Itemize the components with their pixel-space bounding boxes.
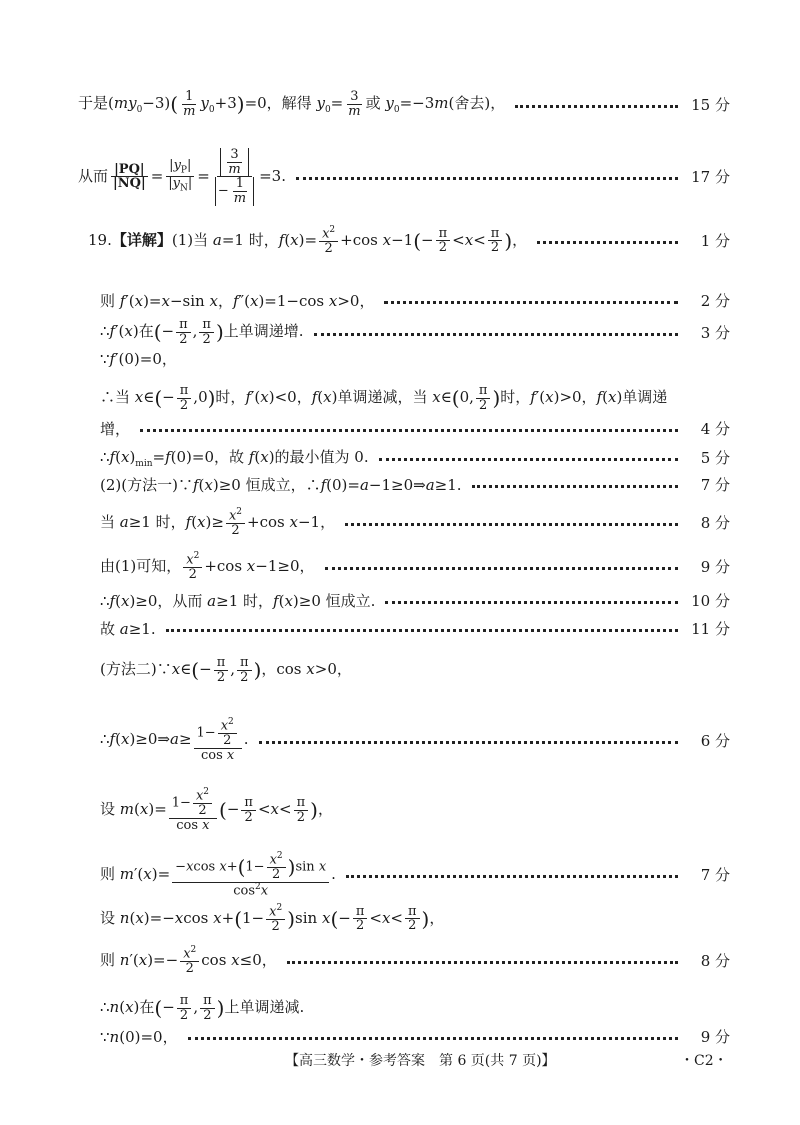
dot-leader xyxy=(296,177,678,180)
answer-line xyxy=(100,618,730,639)
answer-text: ∴f(x)≥0，从而 a≥1 时，f(x)≥0 恒成立. xyxy=(100,592,376,610)
answer-text: ∴当 x∈(− $\frac{\pi}{2}$ ,0)时，f′(x)<0，f(x)单调递减，当 x∈(0, $\frac{\pi}{2}$ )时，f′(x)>0，f(x)单调递 xyxy=(100,383,668,413)
answer-text: ∵n(0)=0， xyxy=(100,1028,178,1046)
answer-line xyxy=(100,788,730,832)
score-label: 7 分 xyxy=(700,866,730,885)
answer-text: 故 a≥1. xyxy=(100,620,156,638)
answer-line xyxy=(100,552,730,582)
dot-leader xyxy=(385,601,678,604)
dot-leader xyxy=(346,875,678,878)
answer-line xyxy=(100,418,730,439)
answer-line xyxy=(100,656,730,684)
answer-line xyxy=(100,508,730,538)
score-label: 6 分 xyxy=(700,731,730,750)
dot-leader xyxy=(515,105,678,108)
score-label: 8 分 xyxy=(700,952,730,971)
answer-line xyxy=(78,90,730,118)
score-label: 3 分 xyxy=(700,323,730,342)
score-label: 1 分 xyxy=(700,232,730,251)
dot-leader xyxy=(345,523,678,526)
score-label: 8 分 xyxy=(700,514,730,533)
dot-leader xyxy=(379,458,678,461)
answer-text: $\therefore f(x)_{min}=f(0)=0$，故 f(x)的最小值为 0. xyxy=(100,448,369,469)
answer-text: (2)(方法一)∵f(x)≥0 恒成立，∴f(0)=a−1≥0⇒a≥1. xyxy=(100,476,462,494)
answer-line xyxy=(78,148,730,206)
answer-text: 当 a≥1 时，f(x)≥ $\frac{x^2}{2}$ +cos x−1， xyxy=(100,507,336,538)
score-label: 5 分 xyxy=(700,449,730,467)
answer-line xyxy=(100,946,730,976)
dot-leader xyxy=(140,429,678,432)
answer-text: ∴f′(x)在(− $\frac{\pi}{2}$ , $\frac{\pi}{2}$ )上单调递增. xyxy=(100,317,304,347)
answer-text: 由(1)可知， $\frac{x^2}{2}$ +cos x−1≥0， xyxy=(100,551,315,582)
answer-text: 则 f′(x)=x−sin x，f″(x)=1−cos x>0， xyxy=(100,292,375,310)
score-label: 7 分 xyxy=(700,476,730,494)
answer-text: 则 m′(x)= −xcos x+(1− $\frac{x^2}{2}$ )sin x $\cos^2x$ . xyxy=(100,851,336,898)
dot-leader xyxy=(472,485,678,488)
answer-text: ∴n(x)在(− $\frac{\pi}{2}$ , $\frac{\pi}{2}$ )上单调递减. xyxy=(100,993,305,1023)
answer-text: 设 n(x)=−xcos x+(1− $\frac{x^2}{2}$ )sin x(− $\frac{\pi}{2}$ <x< $\frac{\pi}{2}$ )， xyxy=(100,903,445,934)
answer-line xyxy=(100,1026,730,1047)
answer-text: 19.【详解】(1)当 a=1 时，f(x)= $\frac{x^2}{2}$ +cos x−1(− $\frac{\pi}{2}$ <x< $\frac{\pi}{2}$ )， xyxy=(88,225,528,256)
footer-code: ・C2・ xyxy=(680,1053,728,1069)
answer-text: 从而 $\frac{|PQ|}{|NQ|}$ = $\frac{|y_P|}{|y_N|}$ = $\frac{3}{m}$ − $\frac{1}{m}$ =3. xyxy=(78,147,286,206)
score-label: 9 分 xyxy=(700,558,730,577)
answer-text: 于是$(my_0-3)$( $\frac{1}{m}$ $y_0+3)=0$，解得 $y_0=$ $\frac{3}{m}$ 或 $y_0=-3m$(舍去)， xyxy=(78,89,506,119)
answer-line xyxy=(100,590,730,611)
answer-line xyxy=(100,718,730,762)
dot-leader xyxy=(537,241,678,244)
answer-line xyxy=(100,852,730,898)
score-label: 17 分 xyxy=(691,168,730,187)
score-label: 15 分 xyxy=(691,95,730,114)
dot-leader xyxy=(259,741,678,744)
score-label: 4 分 xyxy=(700,420,730,438)
footer-title: 【高三数学・参考答案 第 6 页(共 7 页)】 xyxy=(285,1053,556,1069)
answer-text: 则 n′(x)=− $\frac{x^2}{2}$ cos x≤0， xyxy=(100,945,277,976)
answer-line xyxy=(100,318,730,346)
dot-leader xyxy=(384,301,678,304)
answer-line xyxy=(100,446,730,469)
dot-leader xyxy=(188,1037,678,1040)
answer-text: ∵f′(0)=0， xyxy=(100,350,177,368)
dot-leader xyxy=(166,629,678,632)
dot-leader xyxy=(325,567,679,570)
score-label: 10 分 xyxy=(691,592,730,610)
answer-text: (方法二)∵x∈(− $\frac{\pi}{2}$ , $\frac{\pi}{2}$ )，cos x>0， xyxy=(100,655,352,685)
answer-line xyxy=(88,226,730,256)
score-label: 11 分 xyxy=(691,620,730,638)
score-label: 9 分 xyxy=(700,1028,730,1046)
answer-line xyxy=(100,994,730,1022)
answer-line xyxy=(100,384,730,412)
score-label: 2 分 xyxy=(700,292,730,310)
dot-leader xyxy=(287,961,678,964)
answer-line xyxy=(100,474,730,495)
answer-text: 设 m(x)= 1− $\frac{x^2}{2}$ cos x (− $\frac{\pi}{2}$ <x< $\frac{\pi}{2}$ )， xyxy=(100,787,333,833)
answer-line xyxy=(100,290,730,311)
answer-line xyxy=(100,904,730,934)
answer-text: 增， xyxy=(100,420,131,438)
dot-leader xyxy=(314,333,678,336)
answer-text: ∴f(x)≥0⇒a≥ 1− $\frac{x^2}{2}$ cos x . xyxy=(100,717,249,763)
answer-line xyxy=(100,348,730,369)
